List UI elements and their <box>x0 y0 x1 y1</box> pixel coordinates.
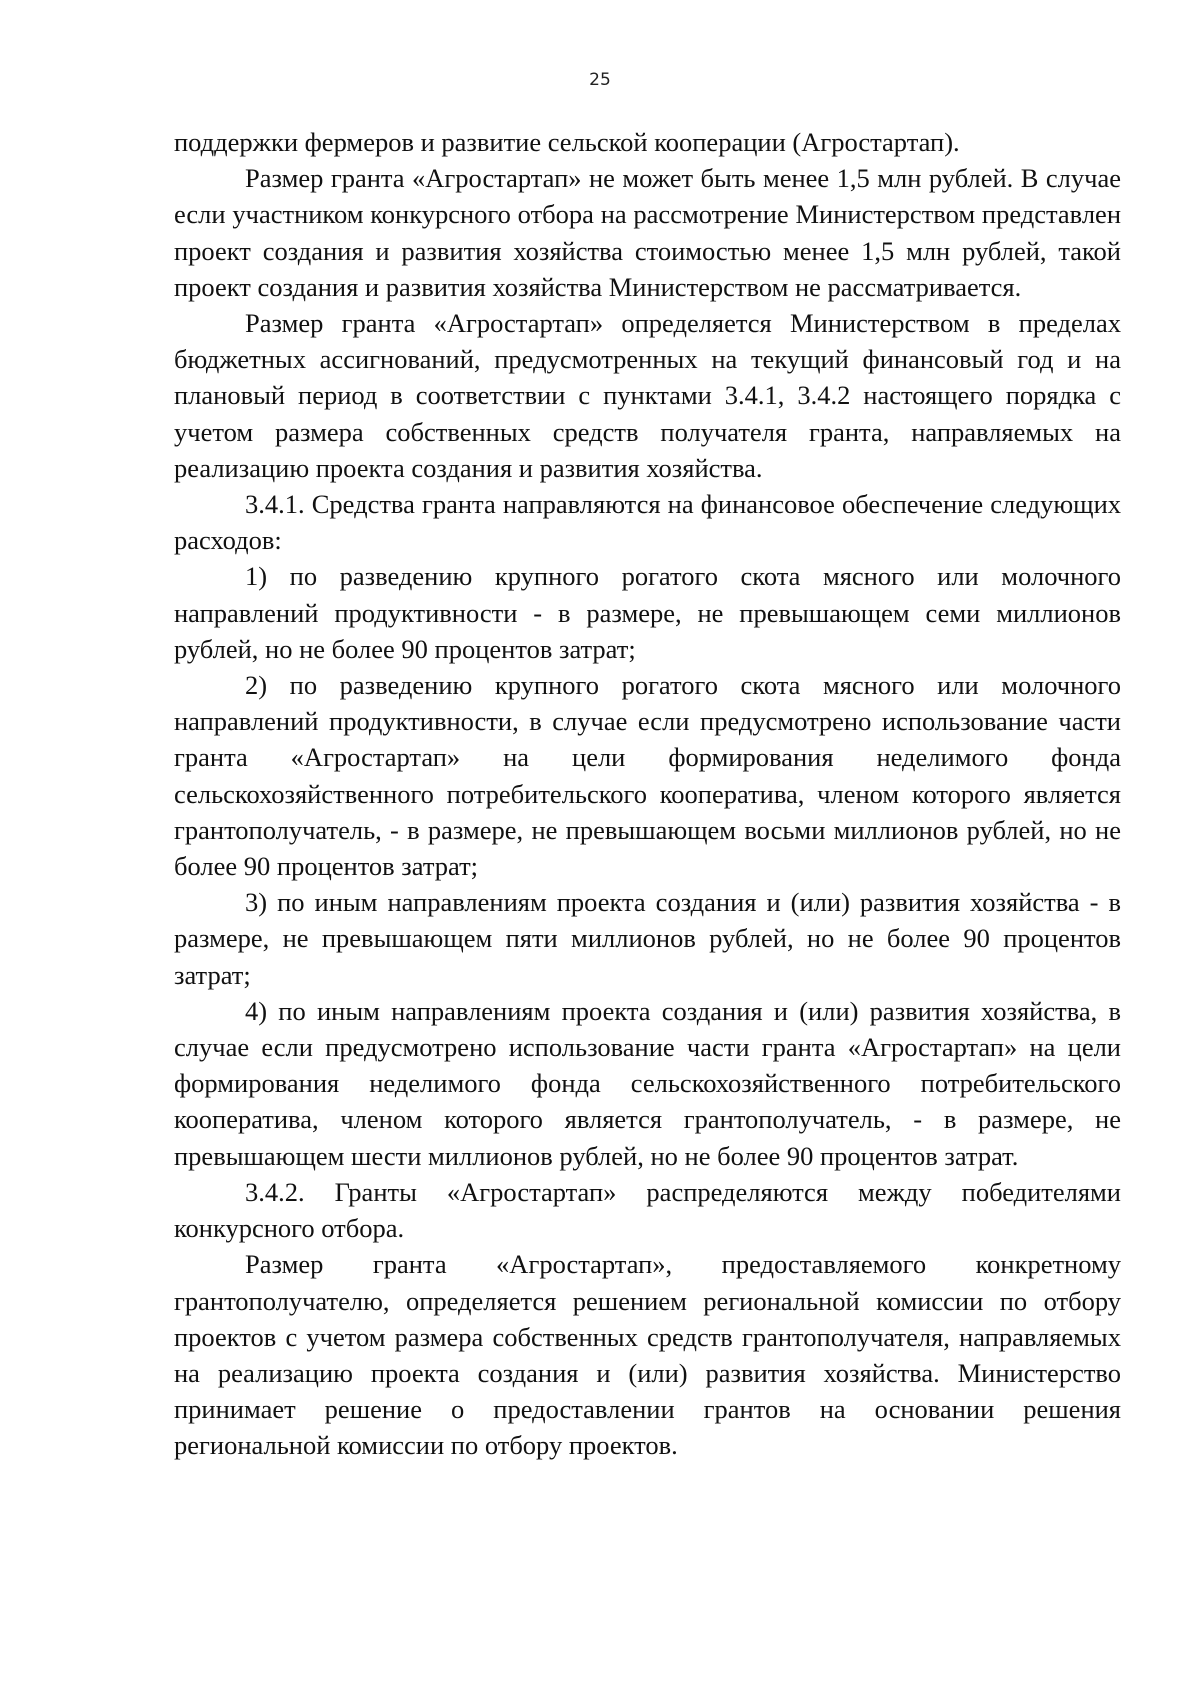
page-body <box>174 124 1121 1464</box>
list-item-3: 3) по иным направлениям проекта создания и (или) развития хозяйства - в размере, не превышающем пяти миллионов рублей, но не более 90 процентов затрат; <box>174 887 1121 990</box>
paragraph-grant-size: Размер гранта «Агростартап» определяется Министерством в пределах бюджетных ассигнований, предусмотренных на текущий финансовый год и на плановый период в соответствии с пунктами 3.4.1, 3.4.2 настоящего порядка с учетом размера собственных средств получателя гранта, направляемых на реализацию проекта создания и развития хозяйства. <box>174 308 1121 483</box>
paragraph-continuation: поддержки фермеров и развитие сельской кооперации (Агростартап). <box>174 127 960 157</box>
paragraph-clause-3-4-2: 3.4.2. Гранты «Агростартап» распределяются между победителями конкурсного отбора. <box>174 1176 1121 1244</box>
paragraph-clause-3-4-1: 3.4.1. Средства гранта направляются на финансовое обеспечение следующих расходов: <box>174 489 1121 556</box>
list-item-1: 1) по разведению крупного рогатого скота мясного или молочного направлений продуктивности - в размере, не превышающем семи миллионов рублей, но не более 90 процентов затрат; <box>174 561 1121 664</box>
page-number: 25 <box>589 70 611 90</box>
list-item-2: 2) по разведению крупного рогатого скота мясного или молочного направлений продуктивности, в случае если предусмотрено использование части гранта «Агростартап» на цели формирования неделимого фонда сельскохозяйственного потребительского кооператива, членом которого является грантополучатель, - в размере, не превышающем восьми миллионов рублей, но не более 90 процентов затрат; <box>174 670 1121 882</box>
paragraph-grant-minimum: Размер гранта «Агростартап» не может быть менее 1,5 млн рублей. В случае если участником конкурсного отбора на рассмотрение Министерством представлен проект создания и развития хозяйства стоимостью менее 1,5 млн рублей, такой проект создания и развития хозяйства Министерством не рассматривается. <box>174 163 1121 302</box>
paragraph-grant-decision: Размер гранта «Агростартап», предоставляемого конкретному грантополучателю, определяется решением региональной комиссии по отбору проектов с учетом размера собственных средств грантополучателя, направляемых на реализацию проекта создания и (или) развития хозяйства. Министерство принимает решение о предоставлении грантов на основании решения региональной комиссии по отбору проектов. <box>174 1249 1121 1461</box>
list-item-4: 4) по иным направлениям проекта создания и (или) развития хозяйства, в случае если предусмотрено использование части гранта «Агростартап» на цели формирования неделимого фонда сельскохозяйственного потребительского кооператива, членом которого является грантополучатель, - в размере, не превышающем шести миллионов рублей, но не более 90 процентов затрат. <box>174 995 1121 1171</box>
